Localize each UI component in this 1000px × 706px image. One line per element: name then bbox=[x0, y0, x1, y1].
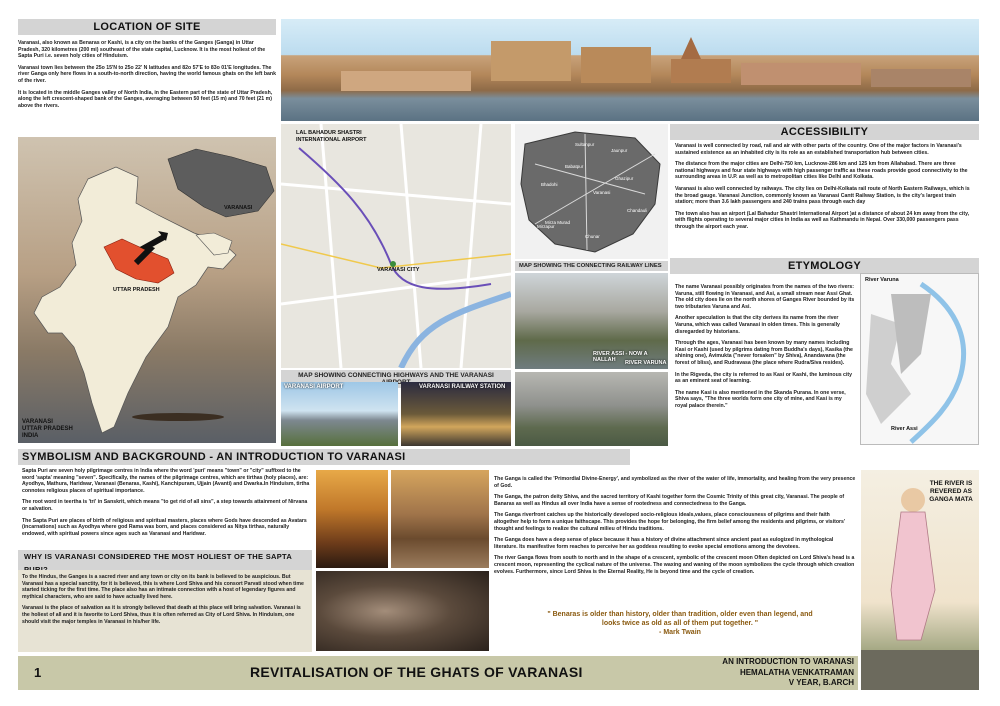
symbolism-title: SYMBOLISM AND BACKGROUND - AN INTRODUCTION TO VARANASI bbox=[18, 449, 630, 465]
figure-ground-graphic bbox=[861, 274, 978, 444]
mata-line-2: REVERED AS bbox=[929, 488, 973, 495]
river-varuna-label: River Varuna bbox=[865, 277, 899, 283]
airport-photo-caption: VARANASI AIRPORT bbox=[284, 384, 344, 390]
nallah-caption: RIVER ASSI - NOW A NALLAH bbox=[593, 351, 648, 363]
etym-p2: Another speculation is that the city derives its name from the river Varuna, which was called Varanasi in olden times. This is generally disregarded by historians. bbox=[675, 315, 840, 335]
footer-credits bbox=[678, 657, 854, 689]
highway-map-graphic bbox=[281, 124, 511, 368]
etymology-text bbox=[675, 284, 855, 415]
sadhu-photo bbox=[316, 470, 388, 568]
railway-station-photo bbox=[401, 382, 511, 446]
location-p3: It is located in the middle Ganges valley of North India, in the Eastern part of the state of Uttar Pradesh, along the left crescent-shaped bank of the Ganges, averaging between 50 feet (15 m) and 70 feet (21 m) above the rivers. bbox=[18, 89, 273, 109]
footer-bar bbox=[18, 656, 858, 690]
holiest-question: WHY IS VARANASI CONSIDERED THE MOST HOLIEST OF THE SAPTA bbox=[18, 550, 312, 576]
shiva-sculpture-photo bbox=[316, 571, 489, 651]
rail-town-label: Ghazipur bbox=[615, 176, 634, 181]
varanasi-map-label: VARANASI bbox=[224, 205, 253, 211]
ghats-panorama-photo bbox=[281, 19, 979, 121]
ganga-mata-illustration bbox=[861, 470, 979, 690]
footer-line-2: HEMALATHA VENKATRAMAN bbox=[739, 667, 854, 677]
river-assi-label: River Assi bbox=[891, 426, 918, 432]
rail-town-label: Babatpur bbox=[565, 164, 584, 169]
city-map-label: VARANASI CITY bbox=[377, 267, 420, 273]
mata-line-1: THE RIVER IS bbox=[929, 480, 973, 487]
varuna-caption: RIVER VARUNA bbox=[625, 360, 667, 366]
etym-p3: Through the ages, Varanasi has been known by many names including Kasi or Kashi (used by pilgrims dating from Buddha's days), Kasika (the shining one), Avimukta ("never forsaken" by Shiva), Anandavana (the forest of bliss), and Rudravasa (the place where Rudra/Siva resides). bbox=[675, 340, 853, 366]
rail-town-label: Mirza Murad bbox=[545, 220, 571, 225]
mata-line-3: GANGA MATA bbox=[929, 496, 973, 503]
label-india: INDIA bbox=[22, 433, 39, 439]
ganga-p1: The Ganga is called the 'Primordial Divine-Energy', and symbolized as the river of the water of life, immortality, and healing from the very presence of God. bbox=[494, 476, 856, 489]
rail-town-label: Sultanpur bbox=[575, 142, 595, 147]
rail-town-label: Mirzapur bbox=[537, 224, 555, 229]
river-assi-photo bbox=[515, 273, 668, 369]
label-uttar-pradesh: UTTAR PRADESH bbox=[22, 426, 73, 432]
rail-map bbox=[515, 124, 668, 259]
location-title: LOCATION OF SITE bbox=[18, 19, 276, 35]
ganga-mata-caption bbox=[925, 480, 977, 504]
ganga-p3: The Ganga riverfront catches up the historically developed socio-religious ideals,values, place consciousness of pilgrims and their faith altogether help to form a unique faithscape. This provides the hope for belonging, the firm belief among the residents and pilgrims, or visitors' thought and feelings to realize the cultural milieu of Hindu traditions. bbox=[494, 512, 846, 532]
access-p3: Varanasi is also well connected by railways. The city lies on Delhi-Kolkata rail route of North Eastern Railways, which is the broad gauge. Varanasi Junction, commonly known as Varanasi Cantt Railway Station, is the city's largest train station; more than 3.6 lakh passengers and 240 trains pass through each day bbox=[675, 185, 970, 206]
twain-quote: " Benaras is older than history, older than tradition, older even than legend, and looks twice as old as all of them put together. " bbox=[547, 611, 813, 627]
panorama-buildings bbox=[281, 19, 979, 121]
etym-p4: In the Rigveda, the city is referred to as Kasi or Kashi, the luminous city as an eminent seat of learning. bbox=[675, 371, 852, 385]
highway-map bbox=[281, 124, 511, 368]
access-p4: The town also has an airport (Lal Bahadur Shastri International Airport )at a distance of about 24 km away from the city, with flights operating to several major cities in India as well as Kathmandu in Nepal. Over 330,000 passengers pass through the airport each year. bbox=[675, 210, 970, 230]
twain-author: - Mark Twain bbox=[659, 629, 701, 636]
access-p2: The distance from the major cities are Delhi-750 km, Lucknow-286 km and 125 km from Allahabad. There are three national highways and four state highways with high passenger traffic as these roads provide good connectivity to the surrounding areas in U.P. as well as to metropolitan cities like Delhi and Kolkata. bbox=[675, 161, 968, 181]
rail-map-caption: MAP SHOWING THE CONNECTING RAILWAY LINES bbox=[515, 261, 668, 271]
sym-p1: Sapta Puri are seven holy pilgrimage centres in India where the word 'puri' means "town" or "city" suffixed to the word 'sapta' meaning "seven". Specifically, the names of the pilgrimage centres, which are tirthas (holy places), are: Ayodhya, Mathura, Haridwar, Varanasi (Benaras, Kashi), Kanchipuram, Ujjain (Avanti) and Dwarka.In Hinduism, tirtha connotes religious places of spiritual importance. bbox=[22, 468, 310, 494]
accessibility-title: ACCESSIBILITY bbox=[670, 124, 979, 140]
footer-title: REVITALISATION OF THE GHATS OF VARANASI bbox=[250, 664, 583, 680]
etymology-title: ETYMOLOGY bbox=[670, 258, 979, 274]
rail-town-label: Jaunpur bbox=[611, 148, 628, 153]
airport-photo bbox=[281, 382, 398, 446]
access-p1: Varanasi is well connected by road, rail and air with other parts of the country. One of the major factors in Varanasi's sustained existence as an inhabited city is its role as an established transportation hub between cities. bbox=[675, 143, 962, 156]
river-varuna-photo bbox=[515, 372, 668, 446]
rivers-figure-ground-map bbox=[860, 273, 979, 445]
rail-town-label: Bhadohi bbox=[541, 182, 558, 187]
rail-town-label: Chunar bbox=[585, 234, 600, 239]
india-map-labels bbox=[22, 419, 73, 440]
label-varanasi: VARANASI bbox=[22, 419, 53, 425]
rail-town-label: Varanasi bbox=[593, 190, 611, 195]
ganga-p5: The river Ganga flows from south to north and in the shape of a crescent, symbolic of the crescent moon Often depicted on Lord Shiva's head is a crescent moon, representing the cyclical nature of the universe. The waxing and waning of the moon symbolizes the cycle through which creation evolves. Furthermore, since Lord Shiva is the Eternal Reality, He is beyond time and the cycle of creation. bbox=[494, 555, 855, 575]
location-p1: Varanasi, also known as Benaras or Kashi, is a city on the banks of the Ganges (Ganga) in Uttar Pradesh, 320 kilometres (200 mi) southeast of the state capital, Lucknow. It is the most holiest of the Sapta Puri i.e. seven holy cities of Hinduism. bbox=[18, 40, 266, 60]
footer-line-1: AN INTRODUCTION TO VARANASI bbox=[722, 657, 854, 666]
india-map-panel bbox=[18, 137, 276, 443]
ghat-steps-photo bbox=[391, 470, 489, 568]
ganga-text bbox=[494, 476, 856, 580]
sym-p5: Varanasi is the place of salvation as it is strongly believed that death at this place will bring salvation. Varanasi is the holiest of all and it is favorite to Lord Shiva, thus it is often referred as City of Lord Shiva. In Hinduism, one should visit the major temples in Varanasi in his/her life. bbox=[22, 605, 301, 625]
rail-town-label: Chandauli bbox=[627, 208, 648, 213]
etym-p1: The name Varanasi possibly originates from the names of the two rivers: Varuna, still flowing in Varanasi, and Asi, a small stream near Assi Ghat. The old city does lie on the north shores of Ganges River bounded by its two tributaries Varuna and Asi. bbox=[675, 284, 855, 310]
location-text bbox=[18, 40, 276, 114]
highway-map-caption: MAP SHOWING CONNECTING HIGHWAYS AND THE VARANASI bbox=[281, 370, 511, 388]
symbolism-text bbox=[22, 468, 312, 542]
station-photo-caption: VARANASI RAILWAY STATION bbox=[419, 384, 506, 390]
page-number: 1 bbox=[34, 665, 42, 680]
sym-p2: The root word in teertha is 'tri' in Sanskrit, which means "to get rid of all sins", a step towards attainment of Nirvana or salvation. bbox=[22, 499, 308, 512]
sym-p4: To the Hindus, the Ganges is a sacred river and any town or city on its bank is believed to be auspicious. But Varanasi has a special sanctity, for it is believed, this is where Lord Shiva and his consort Parvati stood when time started ticking for the first time. The place also has an intimate connection with a host of legendary figures and mythical characters, who are said to have actually lived here. bbox=[22, 574, 304, 600]
etym-p5: The name Kasi is also mentioned in the Skanda Purana. In one verse, Shiva says, "The three worlds form one city of mine, and Kasi is my royal palace therein." bbox=[675, 389, 846, 409]
ganga-p2: The Ganga, the patron deity Shiva, and the sacred territory of Kashi together form the Cosmic Trinity of this great city, Varanasi. The people of Banaras as well as Hindus all over India have a sense of rootedness and connectedness to the Ganga. bbox=[494, 494, 845, 507]
ganga-p4: The Ganga does have a deep sense of place because it has a history of divine attachment since ancient past as eulogized in mythological literature. Its manifestive form reaches to perceive her as goddess resulting to evoke special emotions among the devotees. bbox=[494, 537, 834, 550]
location-p2: Varanasi town lies between the 25o 15'N to 25o 22' N latitudes and 82o 57'E to 83o 01'E longitudes. The river Ganga only here flows in a south-to-north direction, having the world famous ghats on the left bank of the river. bbox=[18, 64, 276, 84]
footer-line-3: V YEAR, B.ARCH bbox=[788, 678, 854, 687]
up-label: UTTAR PRADESH bbox=[113, 287, 160, 293]
sym-p3: The Sapta Puri are places of birth of religious and spiritual masters, places where Gods have descended as Avatars (incarnations) such as Ayodhya where god Rama was born, and places considered as Nitya tirthas, naturally endowed, with spiritual powers since ages such as Varanasi and Haridwar. bbox=[22, 517, 307, 537]
accessibility-text bbox=[675, 143, 975, 236]
holiest-answer bbox=[18, 570, 312, 652]
airport-map-label: LAL BAHADUR SHASTRI INTERNATIONAL AIRPORT bbox=[296, 130, 367, 143]
